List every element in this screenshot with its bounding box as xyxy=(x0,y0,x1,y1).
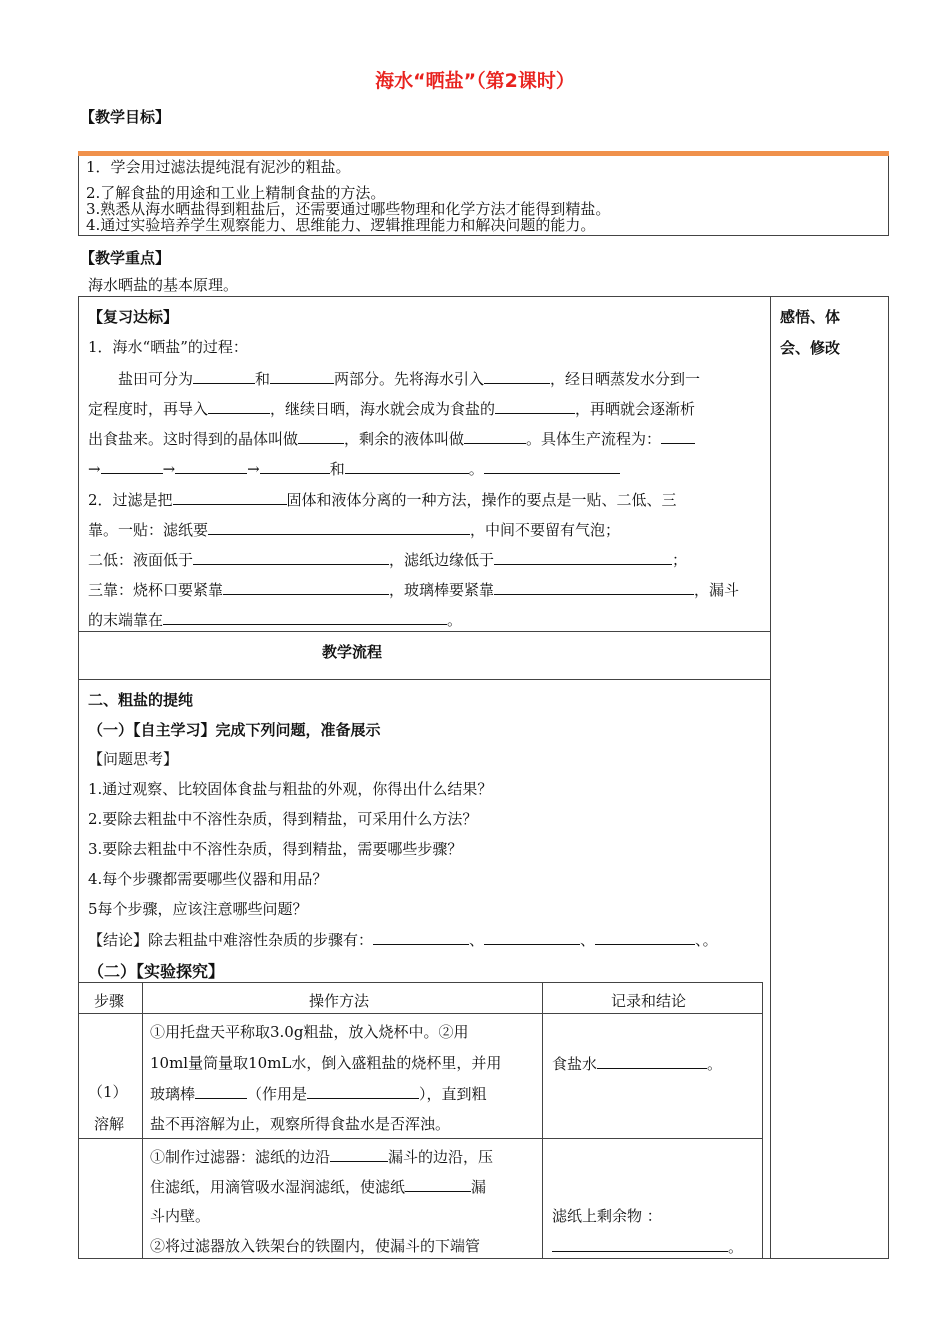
review-heading: 【复习达标】 xyxy=(88,308,179,326)
exp-row2-method-4: ②将过滤器放入铁架台的铁圈内，使漏斗的下端管 xyxy=(150,1237,481,1255)
exp-row1-method-2: 10ml量筒量取10mL水，倒入盛粗盐的烧杯里，并用 xyxy=(150,1054,502,1072)
review-q2-line5: 的末端靠在 。 xyxy=(88,611,463,629)
review-q2-line4: 三靠：烧杯口要紧靠 ，玻璃棒要紧靠 ，漏斗 xyxy=(88,581,740,599)
keypoint-text: 海水晒盐的基本原理。 xyxy=(88,276,239,294)
part2-sub1: （一）【自主学习】完成下列问题，准备展示 xyxy=(88,721,381,739)
review-q1-line2: 定程度时，再导入 ，继续日晒，海水就会成为食盐的 ，再晒就会逐渐析 xyxy=(88,400,696,418)
review-q2-line3: 二低：液面低于 ，滤纸边缘低于 ； xyxy=(88,551,688,569)
question-1: 1.通过观察、比较固体食盐与粗盐的外观，你得出什么结果？ xyxy=(88,780,493,798)
review-q1-line3: 出食盐来。这时得到的晶体叫做 ，剩余的液体叫做 。具体生产流程为： xyxy=(88,428,695,449)
exp-row2-method-3: 斗内壁。 xyxy=(150,1207,211,1225)
question-3: 3.要除去粗盐中不溶性杂质，得到精盐，需要哪些步骤？ xyxy=(88,840,463,858)
part2-sub2: （二）【实验探究】 xyxy=(88,962,225,981)
exp-header-step: 步骤 xyxy=(94,992,125,1010)
objective-1: 1．学会用过滤法提纯混有泥沙的粗盐。 xyxy=(86,158,351,176)
exp-row1-method-1: ①用托盘天平称取3.0g粗盐，放入烧杯中。②用 xyxy=(150,1023,469,1041)
exp-row2-method-1: ①制作过滤器：滤纸的边沿 漏斗的边沿，压 xyxy=(150,1148,494,1166)
exp-row2-result-blank: 。 xyxy=(552,1236,743,1257)
exp-header-method: 操作方法 xyxy=(309,992,370,1010)
objective-4: 4.通过实验培养学生观察能力、思维能力、逻辑推理能力和解决问题的能力。 xyxy=(86,216,596,234)
orange-rule xyxy=(78,151,889,156)
question-4: 4.每个步骤都需要哪些仪器和用品？ xyxy=(88,870,328,888)
question-2: 2.要除去粗盐中不溶性杂质，得到精盐，可采用什么方法？ xyxy=(88,810,478,828)
side-note-line2: 会、修改 xyxy=(780,339,841,357)
page-title: 海水“晒盐”（第2课时） xyxy=(375,70,575,92)
review-q2-line1: 2．过滤是把 固体和液体分离的一种方法，操作的要点是一贴、二低、三 xyxy=(88,491,677,509)
flow-heading: 教学流程 xyxy=(322,643,383,661)
side-note-line1: 感悟、体 xyxy=(780,308,841,326)
review-q1-line1: 盐田可分为 和 两部分。先将海水引入 ，经日晒蒸发水分到一 xyxy=(118,370,701,388)
keypoint-heading: 【教学重点】 xyxy=(80,249,171,267)
part2-think: 【问题思考】 xyxy=(88,750,179,768)
exp-row1-method-3: 玻璃棒 （作用是 ），直到粗 xyxy=(150,1085,487,1103)
exp-row1-result: 食盐水 。 xyxy=(552,1055,723,1073)
exp-row1-step-num: （1） xyxy=(88,1083,128,1101)
question-5: 5每个步骤，应该注意哪些问题？ xyxy=(88,900,308,918)
exp-row2-method-2: 住滤纸，用滴管吸水湿润滤纸，使滤纸 漏 xyxy=(150,1178,487,1196)
objective-3: 3.熟悉从海水晒盐得到粗盐后，还需要通过哪些物理和化学方法才能得到精盐。 xyxy=(86,200,611,218)
review-q2-line2: 靠。一贴：滤纸要 ，中间不要留有气泡； xyxy=(88,521,621,539)
exp-row1-step-name: 溶解 xyxy=(94,1115,125,1133)
exp-header-result: 记录和结论 xyxy=(611,992,687,1010)
review-q1-title: 1．海水“晒盐”的过程： xyxy=(88,338,248,356)
review-q1-flow: → → → 和 。 xyxy=(88,458,620,479)
conclusion: 【结论】除去粗盐中难溶性杂质的步骤有： 、 、 、。 xyxy=(88,931,718,949)
exp-row2-result: 滤纸上剩余物 ： xyxy=(552,1207,662,1225)
exp-row1-method-4: 盐不再溶解为止，观察所得食盐水是否浑浊。 xyxy=(150,1115,451,1133)
part2-heading: 二、粗盐的提纯 xyxy=(88,691,194,709)
objective-2: 2.了解食盐的用途和工业上精制食盐的方法。 xyxy=(86,184,386,202)
objectives-heading: 【教学目标】 xyxy=(80,108,171,126)
